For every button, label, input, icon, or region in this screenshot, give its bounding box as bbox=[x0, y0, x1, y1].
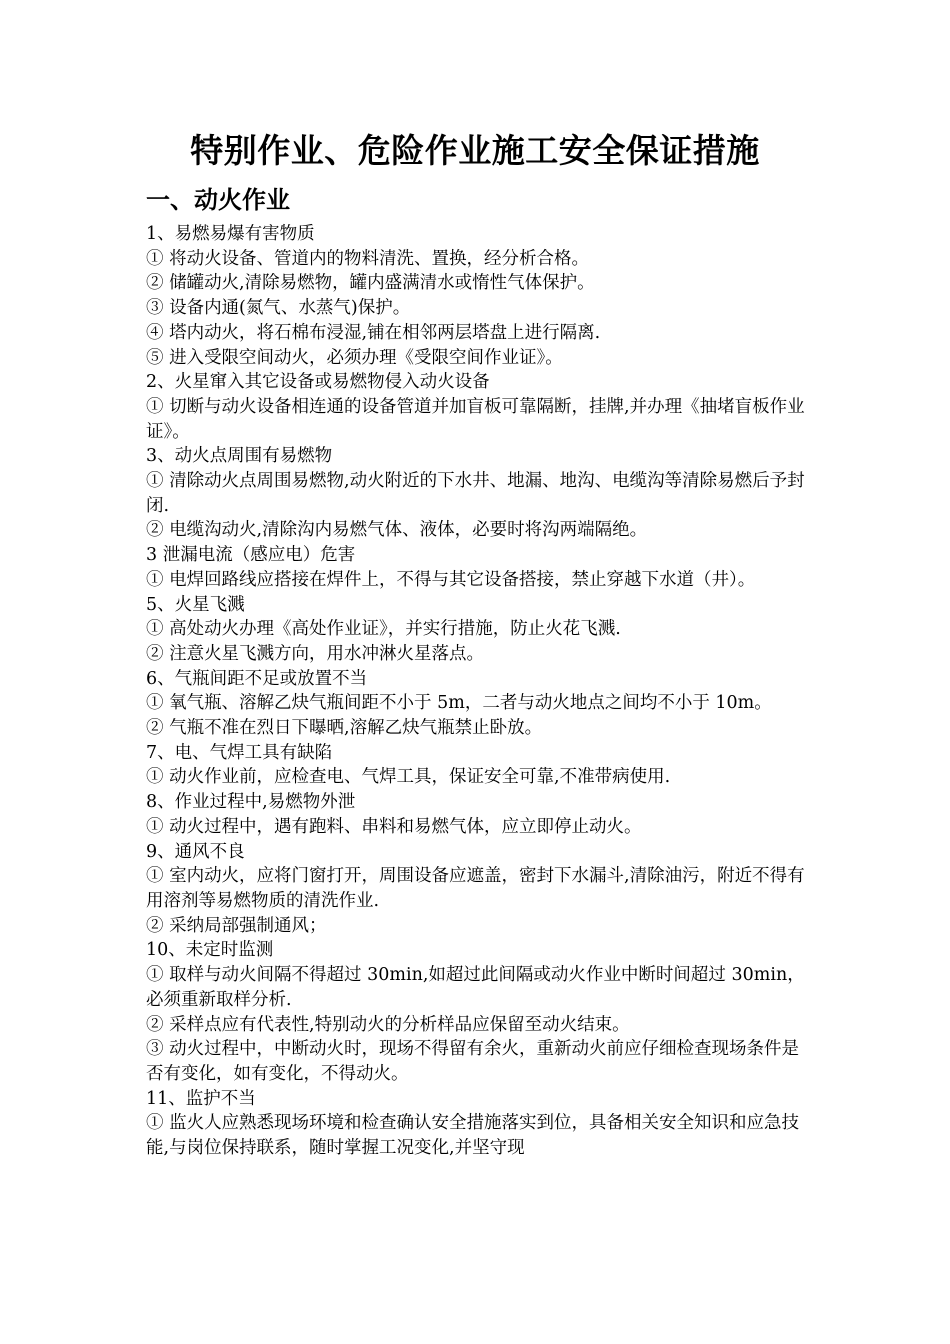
paragraph: ① 清除动火点周围易燃物,动火附近的下水井、地漏、地沟、电缆沟等清除易燃后予封闭. bbox=[146, 471, 805, 516]
paragraph: ① 监火人应熟悉现场环境和检查确认安全措施落实到位，具备相关安全知识和应急技能,与岗位保持联系，随时掌握工况变化,并坚守现 bbox=[146, 1113, 800, 1159]
paragraph: ① 室内动火，应将门窗打开，周围设备应遮盖，密封下水漏斗,清除油污，附近不得有用溶剂等易燃物质的清洗作业. bbox=[146, 866, 805, 911]
paragraph: ③ 设备内通(氮气、水蒸气)保护。 bbox=[146, 298, 411, 319]
paragraph: 9、通风不良 bbox=[146, 841, 245, 862]
paragraph: 6、气瓶间距不足或放置不当 bbox=[146, 668, 368, 689]
paragraph: ① 切断与动火设备相连通的设备管道并加盲板可靠隔断，挂牌,并办理《抽堵盲板作业证》。 bbox=[146, 396, 805, 442]
paragraph: ① 动火过程中，遇有跑料、串料和易燃气体，应立即停止动火。 bbox=[146, 816, 642, 837]
paragraph: ① 氧气瓶、溶解乙炔气瓶间距不小于 5m，二者与动火地点之间均不小于 10m。 bbox=[146, 693, 772, 714]
paragraph: ⑤ 进入受限空间动火，必须办理《受限空间作业证》。 bbox=[146, 347, 563, 368]
paragraph: 7、电、气焊工具有缺陷 bbox=[146, 742, 333, 763]
paragraph: ① 电焊回路线应搭接在焊件上，不得与其它设备搭接，禁止穿越下水道（井）。 bbox=[146, 569, 756, 590]
paragraph: ① 取样与动火间隔不得超过 30min,如超过此间隔或动火作业中断时间超过 30min，必须重新取样分析. bbox=[146, 965, 805, 1010]
paragraph: 3 泄漏电流（感应电）危害 bbox=[146, 545, 356, 566]
document-body bbox=[146, 222, 808, 1161]
paragraph: ③ 动火过程中，中断动火时，现场不得留有余火，重新动火前应仔细检查现场条件是否有变化，如有变化，不得动火。 bbox=[146, 1039, 800, 1084]
document-title: 特别作业、危险作业施工安全保证措施 bbox=[190, 131, 760, 170]
paragraph: 8、作业过程中,易燃物外泄 bbox=[146, 792, 356, 813]
paragraph: 2、火星窜入其它设备或易燃物侵入动火设备 bbox=[146, 372, 490, 393]
paragraph: 3、动火点周围有易燃物 bbox=[146, 446, 333, 467]
paragraph: ① 高处动火办理《高处作业证》，并实行措施，防止火花飞溅. bbox=[146, 619, 621, 640]
paragraph: 5、火星飞溅 bbox=[146, 594, 245, 615]
paragraph: 11、监护不当 bbox=[146, 1088, 256, 1109]
paragraph: ① 将动火设备、管道内的物料清洗、置换，经分析合格。 bbox=[146, 248, 590, 269]
paragraph: ④ 塔内动火，将石棉布浸湿,铺在相邻两层塔盘上进行隔离. bbox=[146, 322, 601, 343]
paragraph: ② 注意火星飞溅方向，用水冲淋火星落点。 bbox=[146, 643, 485, 664]
paragraph: ② 采样点应有代表性,特别动火的分析样品应保留至动火结束。 bbox=[146, 1014, 630, 1035]
paragraph: 10、未定时监测 bbox=[146, 940, 274, 961]
section-heading: 一、动火作业 bbox=[146, 186, 290, 214]
paragraph: ② 电缆沟动火,清除沟内易燃气体、液体，必要时将沟两端隔绝。 bbox=[146, 520, 648, 541]
paragraph: ② 采纳局部强制通风； bbox=[146, 915, 327, 936]
paragraph: ② 储罐动火,清除易燃物，罐内盛满清水或惰性气体保护。 bbox=[146, 273, 595, 294]
paragraph: ② 气瓶不准在烈日下曝晒,溶解乙炔气瓶禁止卧放。 bbox=[146, 718, 543, 739]
paragraph: 1、易燃易爆有害物质 bbox=[146, 224, 315, 244]
paragraph: ① 动火作业前，应检查电、气焊工具，保证安全可靠,不准带病使用. bbox=[146, 767, 671, 788]
